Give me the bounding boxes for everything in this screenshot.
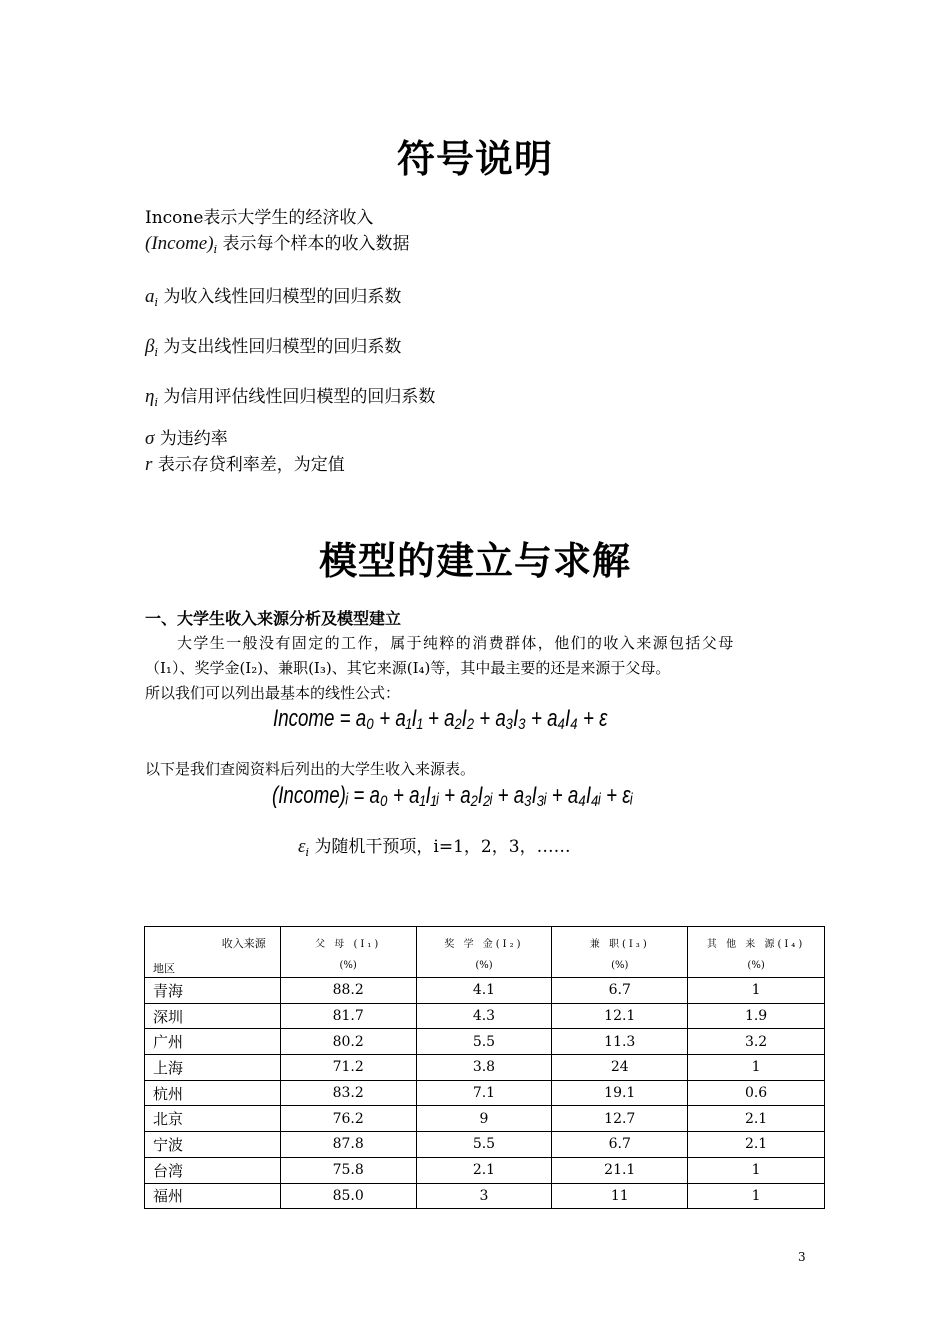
table-cell: 76.2 bbox=[280, 1106, 416, 1132]
symbol-line-beta: $\beta_i$ 为支出线性回归模型的回归系数 bbox=[145, 336, 402, 359]
table-cell: 83.2 bbox=[280, 1080, 416, 1106]
table-cell: 1.9 bbox=[688, 1003, 825, 1029]
table-row bbox=[145, 1003, 825, 1029]
paragraph-income-sources-2: （I₁）、奖学金(I₂)、兼职(I₃)、其它来源(I₄)等，其中最主要的还是来源于父母。 bbox=[145, 659, 671, 677]
table-row bbox=[145, 1183, 825, 1209]
section-title-symbols: 符号说明 bbox=[396, 137, 553, 181]
table-cell-region: 宁波 bbox=[145, 1132, 281, 1158]
table-cell: 6.7 bbox=[552, 1132, 688, 1158]
table-cell: 75.8 bbox=[280, 1157, 416, 1183]
table-cell: 3.8 bbox=[416, 1055, 552, 1081]
table-corner-cell: 收入来源 地区 bbox=[145, 927, 281, 978]
table-cell: 7.1 bbox=[416, 1080, 552, 1106]
table-cell: 5.5 bbox=[416, 1029, 552, 1055]
table-row bbox=[145, 1055, 825, 1081]
table-cell: 5.5 bbox=[416, 1132, 552, 1158]
table-cell: 21.1 bbox=[552, 1157, 688, 1183]
table-row bbox=[145, 1080, 825, 1106]
table-cell: 1 bbox=[688, 1157, 825, 1183]
table-cell-region: 深圳 bbox=[145, 1003, 281, 1029]
table-cell: 11 bbox=[552, 1183, 688, 1209]
table-header-other: 其 他 来 源(I₄) (%) bbox=[688, 927, 825, 978]
table-cell: 81.7 bbox=[280, 1003, 416, 1029]
table-cell: 12.7 bbox=[552, 1106, 688, 1132]
symbol-line-income: Incone表示大学生的经济收入 bbox=[145, 208, 374, 228]
table-cell: 4.3 bbox=[416, 1003, 552, 1029]
table-cell: 3.2 bbox=[688, 1029, 825, 1055]
table-cell: 6.7 bbox=[552, 978, 688, 1004]
page-number: 3 bbox=[798, 1250, 806, 1264]
table-cell-region: 青海 bbox=[145, 978, 281, 1004]
formula-sample-linear: (Income)ᵢ = a₀ + a₁I₁ᵢ + a₂I₂ᵢ + a₃I₃ᵢ + a₄I₄ᵢ + εᵢ bbox=[272, 782, 633, 809]
symbol-line-a: $a_i$ 为收入线性回归模型的回归系数 bbox=[145, 286, 402, 309]
table-cell-region: 福州 bbox=[145, 1183, 281, 1209]
table-cell: 19.1 bbox=[552, 1080, 688, 1106]
symbol-line-income-i: $(Income)_i$ 表示每个样本的收入数据 bbox=[145, 233, 410, 256]
table-row bbox=[145, 978, 825, 1004]
table-cell: 24 bbox=[552, 1055, 688, 1081]
formula-basic-linear: Income = a₀ + a₁I₁ + a₂I₂ + a₃I₃ + a₄I₄ + ε bbox=[273, 705, 608, 732]
subheading-income-analysis: 一、大学生收入来源分析及模型建立 bbox=[145, 609, 402, 628]
table-cell: 1 bbox=[688, 1183, 825, 1209]
table-cell: 85.0 bbox=[280, 1183, 416, 1209]
paragraph-income-sources-1: 大学生一般没有固定的工作，属于纯粹的消费群体，他们的收入来源包括父母 bbox=[177, 634, 735, 652]
table-header-parents: 父 母 (I₁) (%) bbox=[280, 927, 416, 978]
table-cell: 2.1 bbox=[688, 1132, 825, 1158]
table-cell: 0.6 bbox=[688, 1080, 825, 1106]
table-row bbox=[145, 1132, 825, 1158]
table-cell: 1 bbox=[688, 978, 825, 1004]
epsilon-note: $\varepsilon_i$ 为随机干预项，i=1，2，3，…… bbox=[298, 836, 571, 859]
paragraph-table-intro: 以下是我们查阅资料后列出的大学生收入来源表。 bbox=[145, 760, 476, 778]
income-source-table bbox=[144, 926, 825, 1209]
table-header-row bbox=[145, 927, 825, 978]
table-cell-region: 广州 bbox=[145, 1029, 281, 1055]
table-cell-region: 杭州 bbox=[145, 1080, 281, 1106]
table-cell: 9 bbox=[416, 1106, 552, 1132]
table-cell-region: 台湾 bbox=[145, 1157, 281, 1183]
table-cell: 2.1 bbox=[416, 1157, 552, 1183]
table-cell: 1 bbox=[688, 1055, 825, 1081]
table-cell: 2.1 bbox=[688, 1106, 825, 1132]
table-header-scholarship: 奖 学 金(I₂) (%) bbox=[416, 927, 552, 978]
table-row bbox=[145, 1157, 825, 1183]
table-cell: 88.2 bbox=[280, 978, 416, 1004]
table-row bbox=[145, 1106, 825, 1132]
table-cell: 87.8 bbox=[280, 1132, 416, 1158]
table-cell-region: 上海 bbox=[145, 1055, 281, 1081]
table-cell: 71.2 bbox=[280, 1055, 416, 1081]
table-cell: 3 bbox=[416, 1183, 552, 1209]
section-title-model: 模型的建立与求解 bbox=[318, 539, 631, 583]
table-header-parttime: 兼 职(I₃) (%) bbox=[552, 927, 688, 978]
table-cell: 12.1 bbox=[552, 1003, 688, 1029]
table-cell-region: 北京 bbox=[145, 1106, 281, 1132]
symbol-line-sigma: σ 为违约率 bbox=[145, 428, 228, 449]
table-cell: 80.2 bbox=[280, 1029, 416, 1055]
symbol-line-eta: $\eta_i$ 为信用评估线性回归模型的回归系数 bbox=[145, 386, 436, 409]
table-cell: 11.3 bbox=[552, 1029, 688, 1055]
table-row bbox=[145, 1029, 825, 1055]
table-cell: 4.1 bbox=[416, 978, 552, 1004]
paragraph-linear-intro: 所以我们可以列出最基本的线性公式： bbox=[145, 684, 401, 702]
symbol-line-r: r 表示存贷利率差，为定值 bbox=[145, 454, 345, 475]
